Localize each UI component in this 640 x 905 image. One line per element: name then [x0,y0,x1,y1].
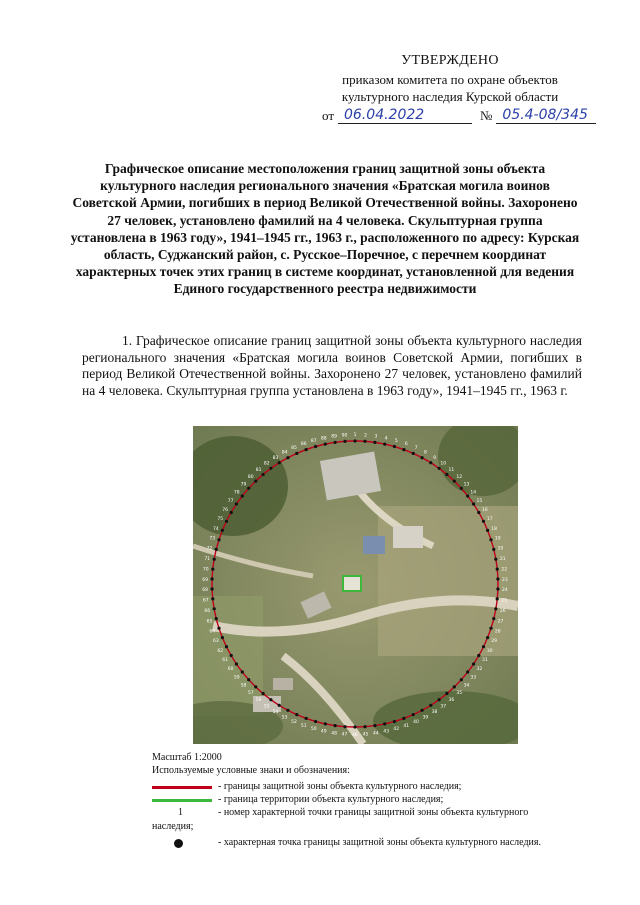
paragraph-text: 1. Графическое описание границ защитной зоны объекта культурного наследия регионального значения «Братская могила воинов Советской Армии, погибших в период Великой Отечественной войны. Захоронено 27 человек, установлено фамилий на 4 человека. Скульптурная группа установлена в 1963 году», 1941–1945 гг., 1963 г. [82,333,582,398]
point-number-label: 36 [448,697,455,703]
characteristic-point [486,529,489,532]
characteristic-point [363,440,366,443]
characteristic-point [445,692,448,695]
characteristic-point [445,473,448,476]
characteristic-point [286,709,289,712]
point-number-label: 78 [233,490,240,496]
characteristic-point [421,456,424,459]
characteristic-point [295,452,298,455]
characteristic-point [402,717,405,720]
characteristic-point [496,577,499,580]
characteristic-point [254,685,257,688]
point-number-label: 41 [403,724,410,729]
point-number-label: 19 [494,536,501,542]
field-area [193,596,263,716]
characteristic-point [221,636,224,639]
point-number-label: 86 [300,442,307,447]
characteristic-point [215,617,218,620]
point-number-label: 45 [362,732,369,738]
monument-territory [343,576,361,591]
point-number-label: 81 [255,468,262,474]
characteristic-point [324,443,327,446]
characteristic-point [235,502,238,505]
characteristic-point [496,597,499,600]
point-number-label: 55 [263,704,270,710]
point-number-label: 17 [486,517,493,523]
characteristic-point [492,617,495,620]
point-number-label: 3 [374,434,378,440]
point-number-label: 15 [476,499,483,505]
characteristic-point [489,627,492,630]
approval-line-2: культурного наследия Курской области [341,89,559,104]
characteristic-point [482,645,485,648]
point-number-label: 43 [383,729,390,735]
point-number-label: 29 [491,639,497,645]
characteristic-point [492,548,495,551]
characteristic-point [305,717,308,720]
point-number-label: 59 [233,675,240,681]
characteristic-point [217,627,220,630]
characteristic-point [438,467,441,470]
point-number-label: 5 [394,438,398,444]
characteristic-point [278,704,281,707]
characteristic-point [225,645,228,648]
approval-number: 05.4-08/345 [496,107,596,124]
point-number-label: 40 [413,720,419,725]
characteristic-point [235,662,238,665]
point-number-label: 6 [404,442,408,447]
point-number-label: 87 [310,438,317,444]
point-number-label: 57 [247,690,254,696]
legend-territory-text: - граница территории объекта культурного наследия; [218,794,444,805]
legend-boundary-text: - границы защитной зоны объекта культурного наследия; [218,781,462,792]
point-number-label: 37 [440,704,447,710]
characteristic-point [429,704,432,707]
legend-number-text-cont: наследия; [152,821,194,832]
number-sample: 1 [178,807,183,818]
characteristic-point [489,538,492,541]
point-number-label: 7 [414,446,418,451]
characteristic-point [230,511,233,514]
characteristic-point [211,577,214,580]
legend-heading: Используемые условные знаки и обозначения: [152,765,350,776]
characteristic-point [466,670,469,673]
point-number-label: 56 [255,697,262,703]
point-number-label: 90 [341,433,348,439]
point-number-label: 10 [440,461,447,467]
point-number-label: 47 [341,732,348,738]
point-number-label: 49 [320,729,327,735]
point-number-label: 28 [494,629,501,635]
point-number-label: 52 [291,720,297,725]
legend-number-text: - номер характерной точки границы защитной зоны объекта культурного [218,807,529,818]
characteristic-point [486,636,489,639]
characteristic-point [314,445,317,448]
characteristic-point [460,678,463,681]
point-number-label: 48 [331,731,337,737]
point-number-label: 54 [272,710,279,716]
boundary-map [193,426,518,744]
point-number-label: 44 [373,731,379,737]
approval-date: 06.04.2022 [338,107,472,124]
point-number-label: 14 [470,490,477,496]
characteristic-point [412,452,415,455]
legend-number-cont-row [152,821,622,835]
characteristic-point [286,456,289,459]
approval-block [300,52,600,124]
map-scale: Масштаб 1:2000 [152,752,222,763]
point-number-label: 84 [281,450,288,456]
point-number-label: 66 [204,609,211,614]
characteristic-point [241,494,244,497]
point-number-label: 32 [476,666,483,672]
characteristic-point [211,587,214,590]
characteristic-point [269,698,272,701]
point-number-label: 65 [206,619,213,625]
characteristic-point [402,448,405,451]
point-number-label: 77 [227,499,234,505]
point-number-label: 51 [300,724,307,729]
point-number-label: 64 [209,629,216,635]
legend-territory-row [152,794,622,808]
characteristic-point [213,607,216,610]
characteristic-point [324,722,327,725]
point-number-label: 74 [213,526,219,532]
legend-point-text: - характерная точка границы защитной зоны объекта культурного наследия. [218,837,542,848]
point-number-label: 18 [491,526,497,532]
characteristic-point [211,597,214,600]
characteristic-point [373,724,376,727]
point-number-label: 72 [206,546,213,552]
building [273,678,293,690]
point-number-label: 38 [431,710,438,716]
point-number-label: 60 [227,666,234,672]
characteristic-point [262,473,265,476]
building [393,526,423,548]
characteristic-point [472,502,475,505]
characteristic-point [225,520,228,523]
point-number-label: 62 [217,648,224,654]
point-number-label: 79 [240,482,247,488]
characteristic-point [215,548,218,551]
characteristic-point [383,443,386,446]
characteristic-point [482,520,485,523]
section-1-paragraph [82,333,582,399]
point-number-label: 22 [501,567,508,573]
characteristic-point [412,713,415,716]
point-number-label: 67 [202,598,209,604]
characteristic-point [466,494,469,497]
characteristic-point [496,587,499,590]
characteristic-point [343,440,346,443]
point-number-label: 30 [486,648,493,654]
point-number-label: 39 [422,715,429,721]
characteristic-point [314,720,317,723]
number-label: № [480,108,493,123]
legend-point-row [152,837,622,851]
point-number-label: 33 [470,675,477,681]
point-number-label: 20 [497,546,504,552]
characteristic-point [221,529,224,532]
characteristic-point [453,685,456,688]
point-number-label: 23 [502,577,508,583]
characteristic-point [383,722,386,725]
legend-number-row [152,807,622,821]
point-number-label: 34 [463,683,470,689]
characteristic-point [343,725,346,728]
approval-line-1: приказом комитета по охране объектов [342,72,558,87]
point-number-label: 16 [482,508,488,513]
date-label: от [322,108,335,123]
point-number-label: 63 [213,639,219,645]
point-number-label: 4 [384,436,388,442]
characteristic-point [494,558,497,561]
point-number-label: 21 [499,557,506,562]
point-number-label: 89 [331,434,337,440]
building [363,536,385,554]
characteristic-point [393,445,396,448]
point-number-label: 80 [247,475,254,481]
boundary-swatch [152,786,212,789]
point-number-label: 12 [456,475,463,481]
point-number-label: 68 [202,588,208,594]
territory-swatch [152,799,212,802]
point-number-label: 26 [499,609,506,614]
characteristic-point [262,692,265,695]
document-title: Графическое описание местоположения границ защитной зоны объекта культурного наследия регионального значения «Братская могила воинов Советской Армии, погибших в период Великой Отечественной войны. Захоронено 27 человек, установлено фамилий на 4 человека. Скульптурная группа установлена в 1963 году», 1941–1945 гг., 1963 г., расположенного по адресу: Курская область, Суджанский район, с. Русское–Поречное, с перечнем координат характерных точек этих границ в системе координат, установленной для ведения Единого государственного реестра недвижимости [70,161,580,297]
characteristic-point [393,720,396,723]
point-number-label: 50 [310,727,317,733]
characteristic-point [494,607,497,610]
characteristic-point [353,439,356,442]
characteristic-point [217,538,220,541]
point-number-label: 88 [320,436,327,442]
approval-date-row [300,107,600,124]
characteristic-point [421,709,424,712]
characteristic-point [278,461,281,464]
point-number-label: 1 [353,433,357,438]
point-sample-icon [174,839,183,848]
characteristic-point [211,568,214,571]
characteristic-point [363,725,366,728]
characteristic-point [269,467,272,470]
characteristic-point [496,568,499,571]
characteristic-point [477,511,480,514]
characteristic-point [254,480,257,483]
point-number-label: 75 [217,517,224,523]
point-number-label: 11 [448,468,455,474]
point-number-label: 46 [352,733,358,738]
characteristic-point [305,448,308,451]
point-number-label: 42 [393,727,400,733]
point-number-label: 35 [456,690,463,696]
characteristic-point [460,487,463,490]
point-number-label: 2 [364,433,367,439]
point-number-label: 27 [497,619,504,625]
characteristic-point [241,670,244,673]
point-number-label: 8 [423,450,427,456]
point-number-label: 25 [501,598,508,604]
point-number-label: 61 [222,658,228,663]
characteristic-point [295,713,298,716]
legend-boundary-row [152,781,622,795]
point-number-label: 58 [240,683,247,689]
characteristic-point [472,662,475,665]
characteristic-point [334,441,337,444]
point-number-label: 9 [433,455,436,461]
point-number-label: 24 [502,588,508,594]
point-number-label: 73 [209,536,216,542]
point-number-label: 69 [202,577,208,583]
characteristic-point [247,487,250,490]
characteristic-point [247,678,250,681]
point-number-label: 85 [291,446,297,451]
point-number-label: 13 [463,482,470,488]
point-number-label: 82 [263,461,270,467]
characteristic-point [477,654,480,657]
point-number-label: 71 [204,557,211,562]
approval-title: УТВЕРЖДЕНО [401,53,499,68]
point-number-label: 53 [281,715,288,721]
characteristic-point [429,461,432,464]
characteristic-point [438,698,441,701]
characteristic-point [230,654,233,657]
point-number-label: 76 [222,508,228,513]
point-number-label: 70 [202,567,209,573]
point-number-label: 31 [482,658,488,663]
characteristic-point [213,558,216,561]
point-number-label: 83 [272,455,279,461]
characteristic-point [353,725,356,728]
characteristic-point [373,441,376,444]
characteristic-point [334,724,337,727]
